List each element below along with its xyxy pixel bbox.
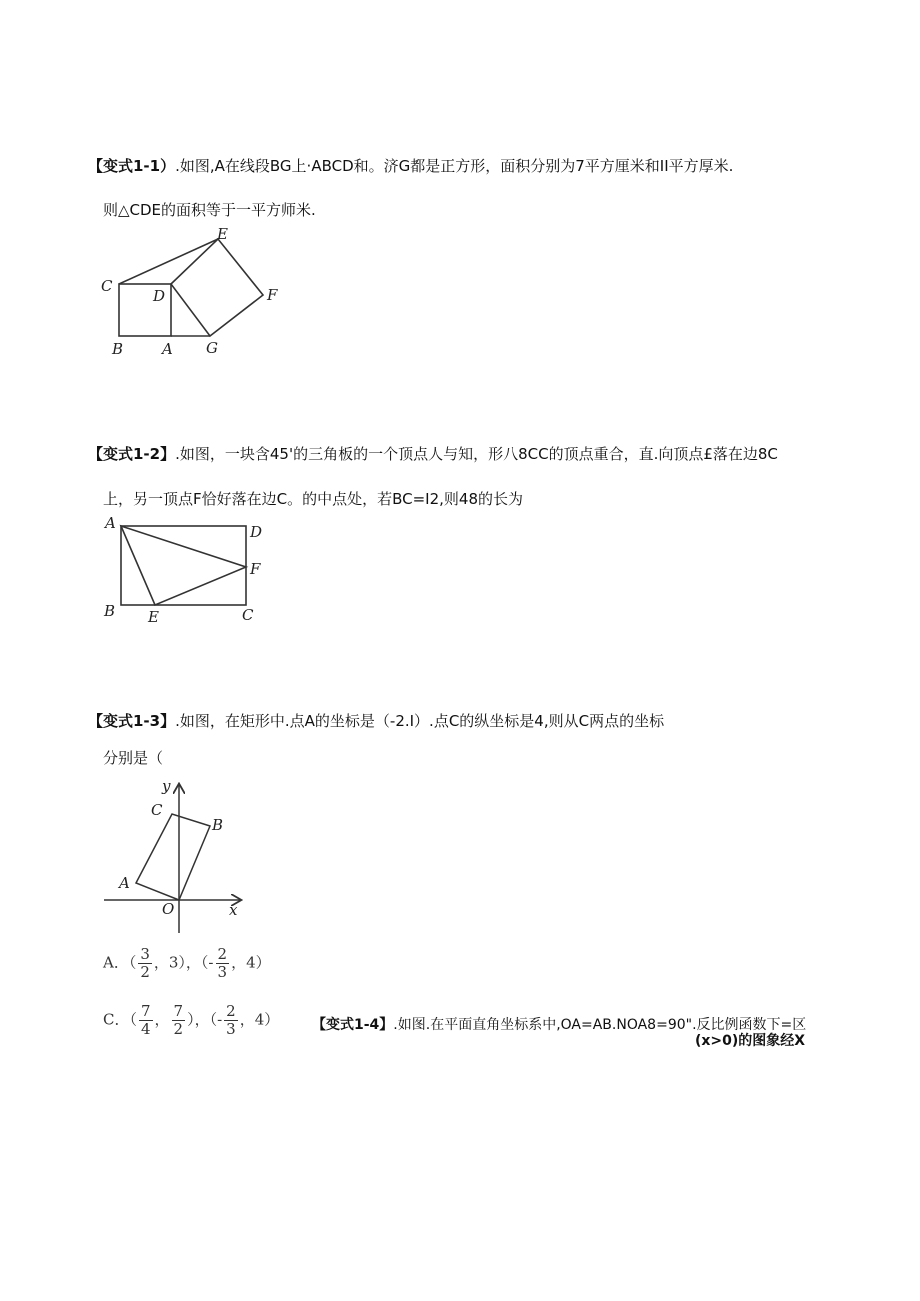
- frac-num: 7: [173, 1002, 184, 1020]
- q1-label-f: F: [267, 286, 278, 304]
- q2-triangle-aef: [121, 526, 246, 605]
- q4-text1: .如图.在平面直角坐标系中,OA=AB.NOA8=90".反比例函数下=区: [393, 1017, 807, 1033]
- q2-tag: 【变式1-2】: [88, 445, 176, 463]
- q1-label-b: B: [112, 340, 124, 358]
- q1-line1: [88, 156, 733, 176]
- q3-option-a: [103, 946, 271, 981]
- q3-option-a-label: A．（: [103, 953, 137, 972]
- q2-line1: [88, 444, 778, 464]
- q3-option-a-end: ，4）: [231, 953, 271, 972]
- q3-option-a-mid: ，3），（-: [153, 953, 214, 972]
- q3-option-c-end: ，4）: [239, 1010, 280, 1029]
- frac-num: 2: [226, 1002, 236, 1020]
- q3-option-c-frac2: [172, 1003, 186, 1038]
- q1-figure: [98, 225, 298, 360]
- q3-label-c: C: [151, 801, 163, 819]
- q3-option-a-frac2: [216, 946, 230, 981]
- q1-segment-ce: [119, 239, 218, 284]
- q2-label-b: B: [104, 602, 116, 620]
- q3-option-c: [103, 1003, 279, 1038]
- frac-den: 2: [140, 963, 150, 981]
- q1-line2: 则△CDE的面积等于一平方师米.: [103, 201, 316, 219]
- q3-text1: .如图，在矩形中.点A的坐标是（-2.I）.点C的纵坐标是4,则从C两点的坐标: [175, 712, 665, 730]
- frac-num: 2: [217, 945, 228, 963]
- q1-tag: 【变式1-1）: [88, 157, 176, 175]
- q3-figure: [100, 775, 250, 935]
- q3-label-a: A: [119, 874, 130, 892]
- q1-label-e: E: [217, 225, 228, 243]
- q3-label-b: B: [212, 816, 224, 834]
- q2-label-d: D: [250, 523, 263, 541]
- q3-option-c-frac3: [224, 1003, 238, 1038]
- q3-rectangle-oabc: [136, 814, 210, 900]
- q3-tag: 【变式1-3】: [88, 712, 176, 730]
- q3-option-c-sep: ，: [154, 1010, 170, 1029]
- q2-figure: [100, 512, 275, 624]
- q3-label-x: x: [229, 901, 238, 919]
- q1-label-a: A: [162, 340, 173, 358]
- q3-option-c-frac1: [139, 1003, 153, 1038]
- q2-text1: .如图，一块含45'的三角板的一个顶点人与知，形八8CC的顶点重合，直.向顶点£落在边8C: [175, 445, 778, 463]
- q1-label-d: D: [153, 287, 166, 305]
- q3-label-o: O: [162, 900, 175, 918]
- q3-line1: [88, 711, 664, 731]
- q2-label-f: F: [250, 560, 261, 578]
- q2-label-c: C: [242, 606, 254, 624]
- q3-label-y: y: [162, 777, 171, 795]
- frac-den: 3: [226, 1020, 236, 1038]
- q1-label-c: C: [101, 277, 113, 295]
- q3-option-c-mid: ），（-: [187, 1010, 223, 1029]
- q1-label-g: G: [206, 339, 218, 357]
- frac-num: 7: [140, 1002, 151, 1020]
- frac-num: 3: [140, 945, 150, 963]
- frac-den: 4: [140, 1020, 151, 1038]
- q2-label-a: A: [105, 514, 116, 532]
- frac-den: 2: [173, 1020, 184, 1038]
- q3-option-c-label: C．（: [103, 1010, 137, 1029]
- q2-line2: 上，另一顶点F恰好落在边C。的中点处，若BC=I2,则48的长为: [103, 490, 523, 508]
- q4-tag: 【变式1-4】: [312, 1017, 394, 1033]
- q2-label-e: E: [148, 608, 159, 624]
- q4-line2: (x>0)的图象经X: [695, 1033, 806, 1049]
- frac-den: 3: [217, 963, 228, 981]
- q1-text1: .如图,A在线段BG上·ABCD和。济G都是正方形，面积分别为7平方厘米和II平方厚米.: [175, 157, 734, 175]
- q3-line2: 分别是（: [103, 749, 164, 767]
- q3-option-a-frac1: [138, 946, 152, 981]
